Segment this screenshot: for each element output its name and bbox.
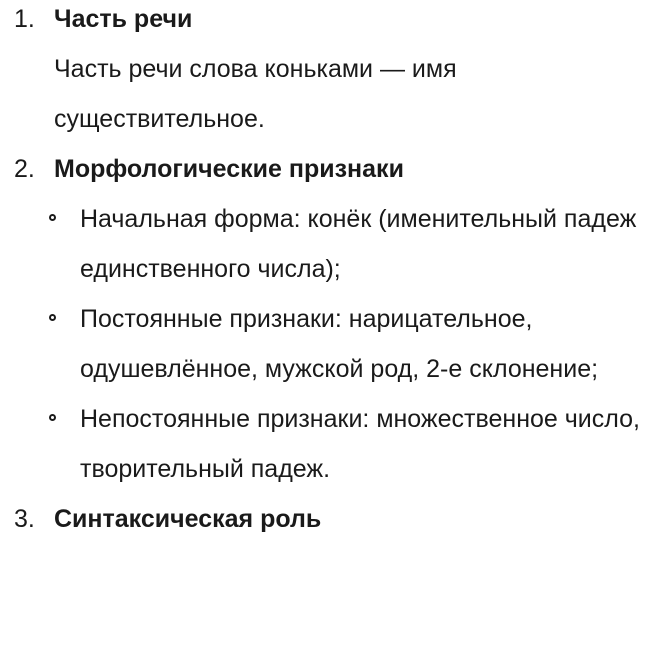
list-item-text: Постоянные признаки: нарицательное, одушевлённое, мужской род, 2-е склонение; [80, 305, 599, 383]
bullet-icon [49, 314, 56, 321]
bullet-icon [49, 414, 56, 421]
section-heading: Часть речи [54, 5, 193, 33]
features-list [0, 194, 661, 494]
section-heading: Синтаксическая роль [54, 505, 322, 533]
section-morphological-features [0, 144, 661, 194]
section-part-of-speech [0, 0, 661, 144]
section-heading: Морфологические признаки [54, 155, 404, 183]
list-item [0, 194, 661, 294]
section-number: 3. [14, 505, 35, 533]
section-syntactic-role [0, 494, 661, 544]
section-number: 1. [14, 5, 35, 33]
list-item [0, 294, 661, 394]
list-item-text: Начальная форма: конёк (именительный падеж единственного числа); [80, 205, 637, 283]
list-item [0, 394, 661, 494]
section-paragraph: Часть речи слова коньками — имя существительное. [54, 55, 457, 133]
section-number: 2. [14, 155, 35, 183]
list-item-text: Непостоянные признаки: множественное число, творительный падеж. [80, 405, 640, 483]
bullet-icon [49, 214, 56, 221]
